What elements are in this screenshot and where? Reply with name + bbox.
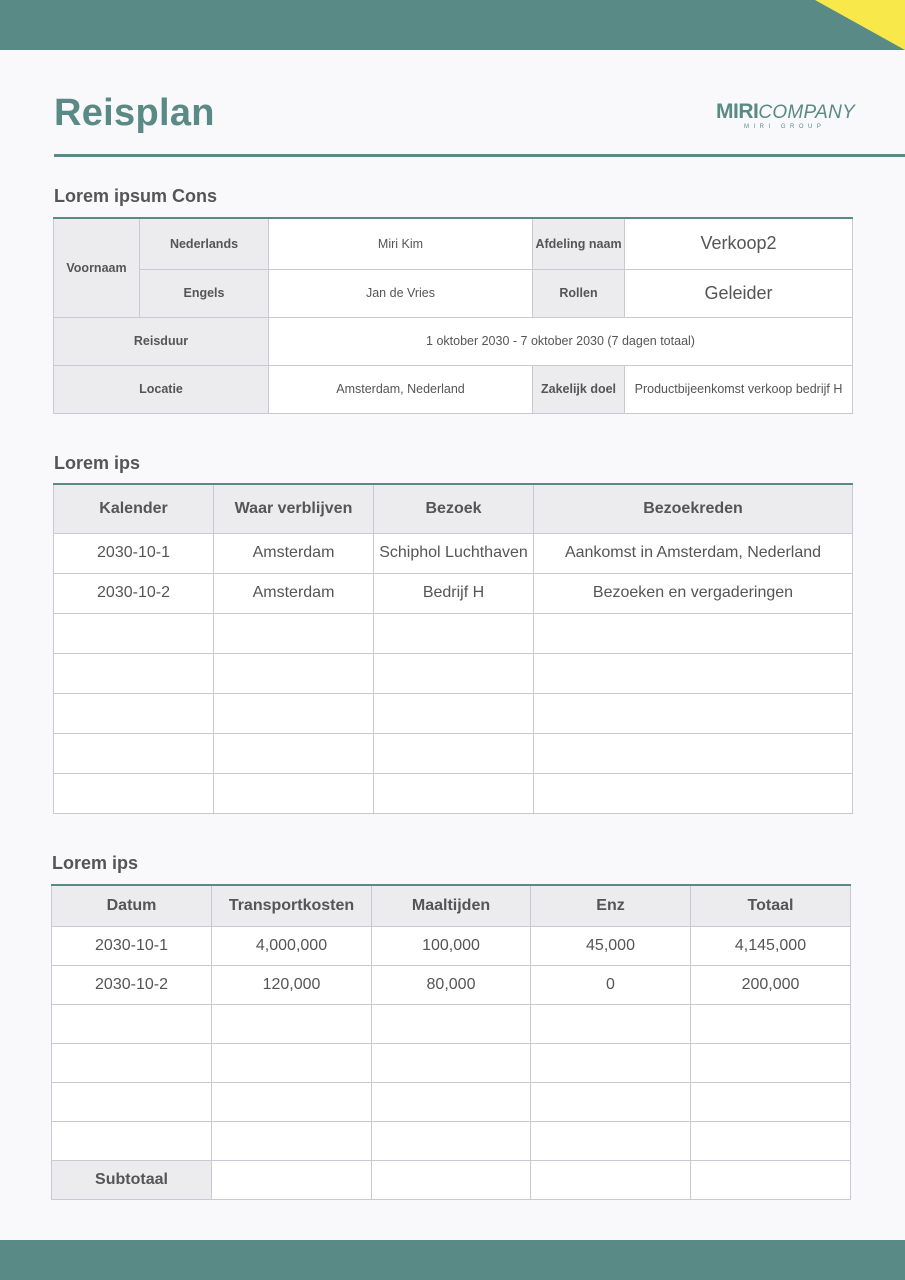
- table-cell: 4,145,000: [691, 926, 851, 965]
- bottom-band: [0, 1240, 905, 1280]
- table-row: [52, 1121, 851, 1160]
- table-cell: [374, 773, 534, 813]
- table-cell: [212, 1004, 372, 1043]
- locatie-value: Amsterdam, Nederland: [269, 365, 533, 413]
- table-cell: 2030-10-1: [52, 926, 212, 965]
- table-cell: [372, 1004, 531, 1043]
- afdeling-label: Afdeling naam: [533, 218, 625, 269]
- header-divider: [54, 154, 905, 157]
- table-cell: Amsterdam: [214, 573, 374, 613]
- table-cell: [691, 1004, 851, 1043]
- table-cell: 0: [531, 965, 691, 1004]
- table-cell: [212, 1121, 372, 1160]
- table-cell: 2030-10-2: [54, 573, 214, 613]
- table-cell: [534, 733, 853, 773]
- table-cell: 120,000: [212, 965, 372, 1004]
- table-cell: [52, 1121, 212, 1160]
- table-cell: [52, 1004, 212, 1043]
- table-row: [52, 926, 851, 965]
- schedule-table: [53, 483, 853, 814]
- table-cell: [691, 1082, 851, 1121]
- table-cell: [54, 613, 214, 653]
- reisduur-label: Reisduur: [54, 317, 269, 365]
- table-row: [52, 965, 851, 1004]
- table-cell: 4,000,000: [212, 926, 372, 965]
- table-cell: [52, 1043, 212, 1082]
- table-cell: [531, 1043, 691, 1082]
- nederlands-value: Miri Kim: [269, 218, 533, 269]
- table-cell: [374, 733, 534, 773]
- table-cell: [214, 613, 374, 653]
- table-cell: [214, 653, 374, 693]
- afdeling-value: Verkoop2: [625, 218, 853, 269]
- table-cell: Aankomst in Amsterdam, Nederland: [534, 533, 853, 573]
- costs-header-row: [52, 885, 851, 926]
- column-header: Datum: [52, 885, 212, 926]
- table-row: [54, 613, 853, 653]
- table-cell: [372, 1043, 531, 1082]
- table-cell: Amsterdam: [214, 533, 374, 573]
- table-cell: 200,000: [691, 965, 851, 1004]
- locatie-label: Locatie: [54, 365, 269, 413]
- engels-value: Jan de Vries: [269, 269, 533, 317]
- engels-label: Engels: [140, 269, 269, 317]
- subtotal-row: [52, 1160, 851, 1199]
- table-cell: [531, 1004, 691, 1043]
- table-row: [54, 573, 853, 613]
- doel-value: Productbijeenkomst verkoop bedrijf H: [625, 365, 853, 413]
- traveler-info-table: [53, 217, 853, 414]
- table-cell: 2030-10-1: [54, 533, 214, 573]
- subtotal-label: Subtotaal: [52, 1160, 212, 1199]
- table-cell: [54, 773, 214, 813]
- table-row: [54, 533, 853, 573]
- table-cell: Schiphol Luchthaven: [374, 533, 534, 573]
- table-cell: [214, 693, 374, 733]
- table-cell: [212, 1160, 372, 1199]
- page-title: Reisplan: [54, 92, 215, 134]
- table-row: [54, 733, 853, 773]
- table-cell: [531, 1160, 691, 1199]
- table-cell: Bedrijf H: [374, 573, 534, 613]
- table-cell: [54, 693, 214, 733]
- table-cell: [374, 653, 534, 693]
- rollen-label: Rollen: [533, 269, 625, 317]
- section-title-info: Lorem ipsum Cons: [54, 186, 218, 206]
- table-cell: [534, 773, 853, 813]
- table-row: [52, 1043, 851, 1082]
- table-cell: [372, 1160, 531, 1199]
- table-cell: [212, 1082, 372, 1121]
- table-cell: [212, 1043, 372, 1082]
- column-header: Maaltijden: [372, 885, 531, 926]
- table-cell: [531, 1121, 691, 1160]
- table-cell: Bezoeken en vergaderingen: [534, 573, 853, 613]
- table-cell: [531, 1082, 691, 1121]
- table-cell: [54, 733, 214, 773]
- column-header: Totaal: [691, 885, 851, 926]
- table-row: [52, 1082, 851, 1121]
- schedule-header-row: [54, 484, 853, 533]
- table-cell: 80,000: [372, 965, 531, 1004]
- table-cell: [374, 613, 534, 653]
- rollen-value: Geleider: [625, 269, 853, 317]
- voornaam-label: Voornaam: [54, 218, 140, 317]
- table-row: [54, 653, 853, 693]
- table-row: [54, 773, 853, 813]
- logo-word: COMPANY: [758, 102, 856, 123]
- table-cell: [54, 653, 214, 693]
- column-header: Bezoek: [374, 484, 534, 533]
- table-cell: [534, 693, 853, 733]
- nederlands-label: Nederlands: [140, 218, 269, 269]
- table-cell: [691, 1043, 851, 1082]
- table-cell: [372, 1082, 531, 1121]
- table-cell: [374, 693, 534, 733]
- table-row: [52, 1004, 851, 1043]
- table-cell: [52, 1082, 212, 1121]
- table-cell: 2030-10-2: [52, 965, 212, 1004]
- top-band: [0, 0, 905, 50]
- table-cell: [534, 613, 853, 653]
- costs-table: [51, 884, 851, 1200]
- logo-mark: MIRI: [716, 100, 759, 123]
- doel-label: Zakelijk doel: [533, 365, 625, 413]
- column-header: Kalender: [54, 484, 214, 533]
- table-cell: [372, 1121, 531, 1160]
- table-cell: [691, 1121, 851, 1160]
- column-header: Waar verblijven: [214, 484, 374, 533]
- logo-subtitle: MIRI GROUP: [744, 124, 826, 130]
- column-header: Enz: [531, 885, 691, 926]
- column-header: Bezoekreden: [534, 484, 853, 533]
- table-cell: [534, 653, 853, 693]
- section-title-schedule: Lorem ips: [54, 453, 141, 473]
- column-header: Transportkosten: [212, 885, 372, 926]
- table-row: [54, 693, 853, 733]
- table-cell: [214, 733, 374, 773]
- reisduur-value: 1 oktober 2030 - 7 oktober 2030 (7 dagen totaal): [269, 317, 853, 365]
- corner-accent: [815, 0, 905, 50]
- table-cell: [691, 1160, 851, 1199]
- table-cell: 45,000: [531, 926, 691, 965]
- table-cell: 100,000: [372, 926, 531, 965]
- section-title-costs: Lorem ips: [52, 853, 139, 873]
- company-logo: [716, 100, 856, 136]
- table-cell: [214, 773, 374, 813]
